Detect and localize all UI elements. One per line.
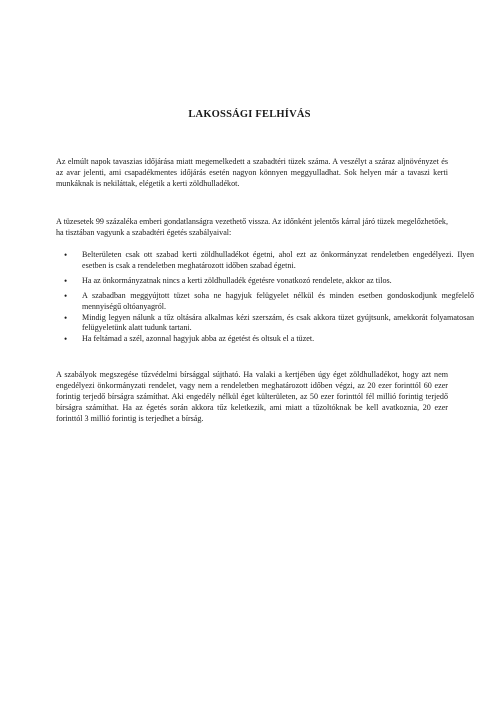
penalty-paragraph: A szabályok megszegése tűzvédelmi bírsággal sújtható. Ha valaki a kertjében úgy éget zöldhulladékot, hogy azt nem engedélyezi önkormányzati rendelet, vagy nem a rendeletben meghatározott időben végzi, az 20 ezer forinttól 60 ezer forintig terjedő bírságra számíthat. Aki engedély nélkül éget külterületen, az 50 ezer forinttól fél millió forintig terjedő bírságra számíthat. Ha az égetés során akkora tűz keletkezik, ami miatt a tűzoltóknak be kell avatkoznia, 20 ezer forinttól 3 millió forintig is terjedhet a bírság. (56, 370, 448, 423)
list-item: • Ha az önkormányzatnak nincs a kerti zöldhulladék égetésre vonatkozó rendelete, akkor az tilos. (82, 276, 474, 287)
list-item: • Ha feltámad a szél, azonnal hagyjuk abba az égetést és oltsuk el a tüzet. (82, 334, 474, 345)
cause-paragraph: A tüzesetek 99 százaléka emberi gondatlanságra vezethető vissza. Az időnként jelentős kárral járó tüzek megelőzhetőek, ha tisztában vagyunk a szabadtéri égetés szabályaival: (56, 217, 448, 237)
list-item: • Belterületen csak ott szabad kerti zöldhulladékot égetni, ahol ezt az önkormányzat rendeletben engedélyezi. Ilyen esetben is csak a rendeletben meghatározott időben szabad égetni. (82, 250, 474, 272)
rules-list (56, 250, 474, 345)
intro-paragraph: Az elmúlt napok tavaszias időjárása miatt megemelkedett a szabadtéri tüzek száma. A veszélyt a száraz aljnövényzet és az avar jelenti, ami csapadékmentes időjárás esetén nagyon könnyen meggyulladhat. Sok helyen már a tavaszi kerti munkáknak is nekiláttak, elégetik a kerti zöldhulladékot. (56, 157, 448, 188)
list-item: • A szabadban meggyújtott tüzet soha ne hagyjuk felügyelet nélkül és minden esetben gondoskodjunk megfelelő mennyiségű oltóanyagról. (82, 291, 474, 313)
list-item: • Mindig legyen nálunk a tűz oltására alkalmas kézi szerszám, és csak akkora tüzet gyújtsunk, amekkorát folyamatosan felügyeletünk alatt tudunk tartani. (82, 313, 474, 335)
page-title: LAKOSSÁGI FELHÍVÁS (188, 109, 311, 120)
